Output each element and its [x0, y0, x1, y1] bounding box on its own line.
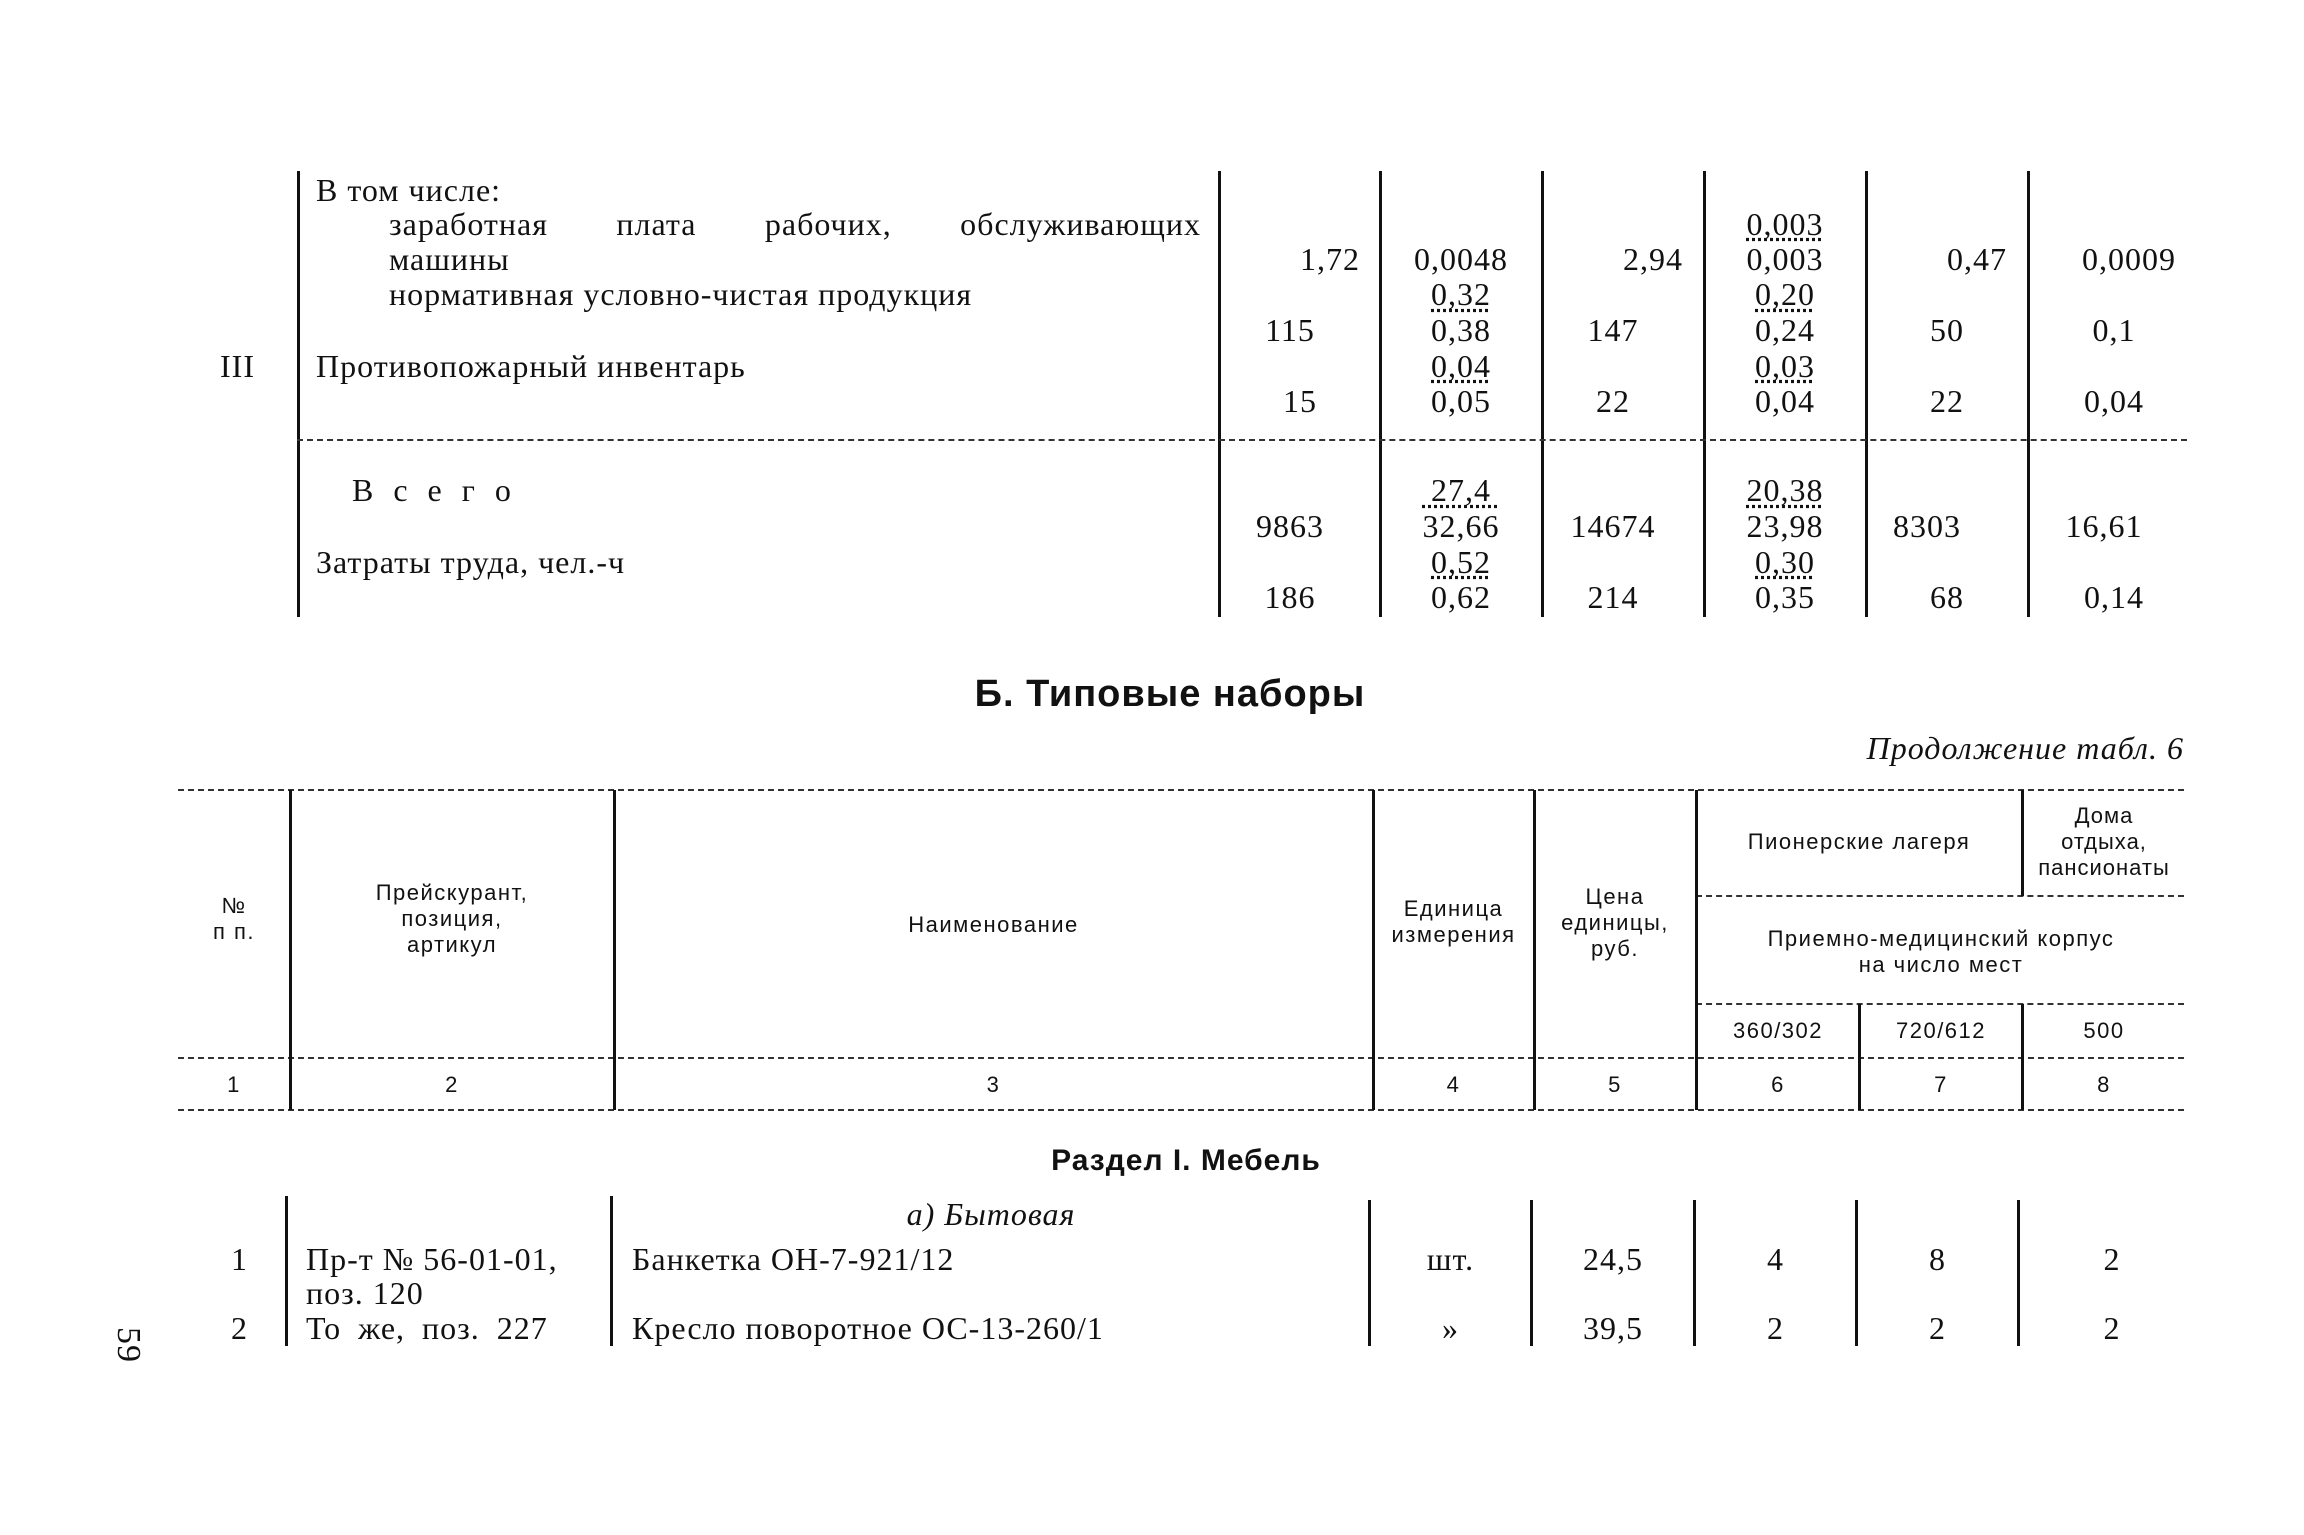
- cell-denominator: 0,003: [1746, 241, 1824, 277]
- qty-cell: 2: [2103, 1310, 2121, 1346]
- header-places: 500: [2083, 1018, 2125, 1043]
- price-cell: 24,5: [1583, 1241, 1643, 1277]
- column-number: 2: [445, 1072, 459, 1097]
- name-cell: Кресло поворотное ОС-13-260/1: [632, 1310, 1104, 1346]
- qty-cell: 2: [2103, 1241, 2121, 1277]
- header-divider: [1696, 1003, 2184, 1007]
- column-number: 3: [986, 1072, 1001, 1097]
- pricelist-cell: поз. 120: [306, 1275, 424, 1311]
- column-number: 5: [1608, 1072, 1622, 1097]
- cell-denominator: 0,05: [1431, 383, 1491, 419]
- column-divider: [613, 790, 616, 1110]
- header-price: [1536, 884, 1694, 962]
- cell-denominator: 0,24: [1755, 312, 1815, 348]
- continuation-note: Продолжение табл. 6: [1866, 730, 2184, 766]
- cell: 2,94: [1623, 241, 1683, 277]
- header-places: 720/612: [1895, 1018, 1987, 1043]
- cell-denominator: 32,66: [1422, 508, 1500, 544]
- group-title: а) Бытовая: [906, 1196, 1076, 1232]
- column-divider: [285, 1196, 288, 1346]
- cell: 68: [1930, 579, 1964, 615]
- column-number: 6: [1771, 1072, 1785, 1097]
- cell-numerator: 0,52: [1431, 544, 1491, 580]
- subsection-title: Раздел I. Мебель: [1051, 1144, 1321, 1177]
- header-line: п п.: [212, 919, 256, 944]
- page-number: 59: [110, 1327, 147, 1363]
- total-label: В с е г о: [352, 472, 517, 508]
- row-label: Противопожарный инвентарь: [316, 348, 746, 384]
- cell: 22: [1596, 383, 1630, 419]
- header-line: Цена: [1585, 884, 1645, 909]
- header-line: Дома: [2074, 803, 2134, 828]
- cell-denominator: 23,98: [1746, 508, 1824, 544]
- row-label: Затраты труда, чел.-ч: [316, 544, 626, 580]
- row-label: нормативная условно-чистая продукция: [389, 276, 973, 312]
- cell: 9863: [1256, 508, 1324, 544]
- header-line: измерения: [1391, 922, 1516, 947]
- header-unit: [1375, 896, 1532, 948]
- cell: 0,0009: [2082, 241, 2176, 277]
- cell: 0,47: [1947, 241, 2007, 277]
- unit-cell: »: [1442, 1310, 1459, 1346]
- cell: 50: [1930, 312, 1964, 348]
- cell: 1,72: [1300, 241, 1360, 277]
- pricelist-cell: Пр-т № 56-01-01,: [306, 1241, 558, 1277]
- cell-numerator: 0,20: [1755, 276, 1815, 312]
- column-divider: [1218, 171, 1221, 617]
- cell: 15: [1283, 383, 1317, 419]
- header-line: артикул: [406, 932, 498, 957]
- header-line: на число мест: [1858, 952, 2024, 977]
- cell-numerator: 0,30: [1755, 544, 1815, 580]
- name-cell: Банкетка ОН-7-921/12: [632, 1241, 955, 1277]
- cell: 115: [1265, 312, 1315, 348]
- cell-denominator: 0,35: [1755, 579, 1815, 615]
- header-medical: [1698, 926, 2184, 978]
- row-number: 1: [231, 1241, 248, 1277]
- column-divider: [1372, 790, 1375, 1110]
- qty-cell: 4: [1767, 1241, 1784, 1277]
- header-line: руб.: [1591, 936, 1639, 961]
- column-number: 8: [2097, 1072, 2111, 1097]
- price-cell: 39,5: [1583, 1310, 1643, 1346]
- header-num: [180, 893, 288, 945]
- column-number: 1: [227, 1072, 241, 1097]
- header-line: единицы,: [1561, 910, 1669, 935]
- header-name: Наименование: [908, 912, 1079, 937]
- cell-numerator: 0,32: [1431, 276, 1491, 312]
- header-line: Единица: [1403, 896, 1504, 921]
- cell-numerator: 0,04: [1431, 348, 1491, 384]
- cell-numerator: 0,003: [1746, 206, 1824, 242]
- cell-denominator: 0,38: [1431, 312, 1491, 348]
- qty-cell: 2: [1767, 1310, 1784, 1346]
- cell: 22: [1930, 383, 1964, 419]
- header-line: Прейскурант,: [375, 880, 529, 905]
- header-camps: Пионерские лагеря: [1747, 829, 1971, 854]
- cell-denominator: 0,62: [1431, 579, 1491, 615]
- row-label: заработная плата рабочих, обслуживающих: [389, 206, 1201, 242]
- cell: 14674: [1570, 508, 1656, 544]
- cell-numerator: 0,03: [1755, 348, 1815, 384]
- cell: 147: [1587, 312, 1639, 348]
- cell: 186: [1264, 579, 1316, 615]
- cell: 8303: [1893, 508, 1961, 544]
- column-number: 4: [1446, 1072, 1461, 1097]
- section-number: III: [220, 348, 255, 384]
- header-line: позиция,: [401, 906, 503, 931]
- header-line: отдыха,: [2061, 829, 2147, 854]
- header-line: №: [221, 893, 247, 918]
- header-divider: [1696, 895, 2184, 899]
- table-top-border: [178, 789, 2184, 793]
- cell-numerator: 20,38: [1746, 472, 1824, 508]
- qty-cell: 2: [1929, 1310, 1946, 1346]
- cell-numerator: 27,4: [1431, 472, 1491, 508]
- cell: 0,1: [2092, 312, 2136, 348]
- cell-denominator: 0,04: [1755, 383, 1815, 419]
- column-number: 7: [1934, 1072, 1948, 1097]
- row-label: машины: [389, 241, 510, 277]
- cell: 0,04: [2084, 383, 2144, 419]
- pricelist-cell: То же, поз. 227: [306, 1310, 548, 1346]
- cell: 214: [1587, 579, 1639, 615]
- header-pricelist: [292, 880, 612, 958]
- unit-cell: шт.: [1426, 1241, 1475, 1277]
- header-places: 360/302: [1732, 1018, 1824, 1043]
- intro-label: В том числе:: [316, 172, 502, 208]
- qty-cell: 8: [1929, 1241, 1946, 1277]
- header-line: пансионаты: [2038, 855, 2170, 880]
- row-divider: [297, 439, 2187, 443]
- row-number: 2: [231, 1310, 248, 1346]
- cell: 0,0048: [1414, 241, 1508, 277]
- header-bottom-border: [178, 1109, 2184, 1113]
- header-divider: [178, 1057, 2184, 1061]
- cell: 16,61: [2065, 508, 2143, 544]
- column-divider: [610, 1196, 613, 1346]
- header-line: Приемно-медицинский корпус: [1767, 926, 2115, 951]
- header-rest-homes: [2024, 803, 2184, 881]
- section-title: Б. Типовые наборы: [974, 673, 1366, 715]
- table-border: [297, 171, 300, 617]
- cell: 0,14: [2084, 579, 2144, 615]
